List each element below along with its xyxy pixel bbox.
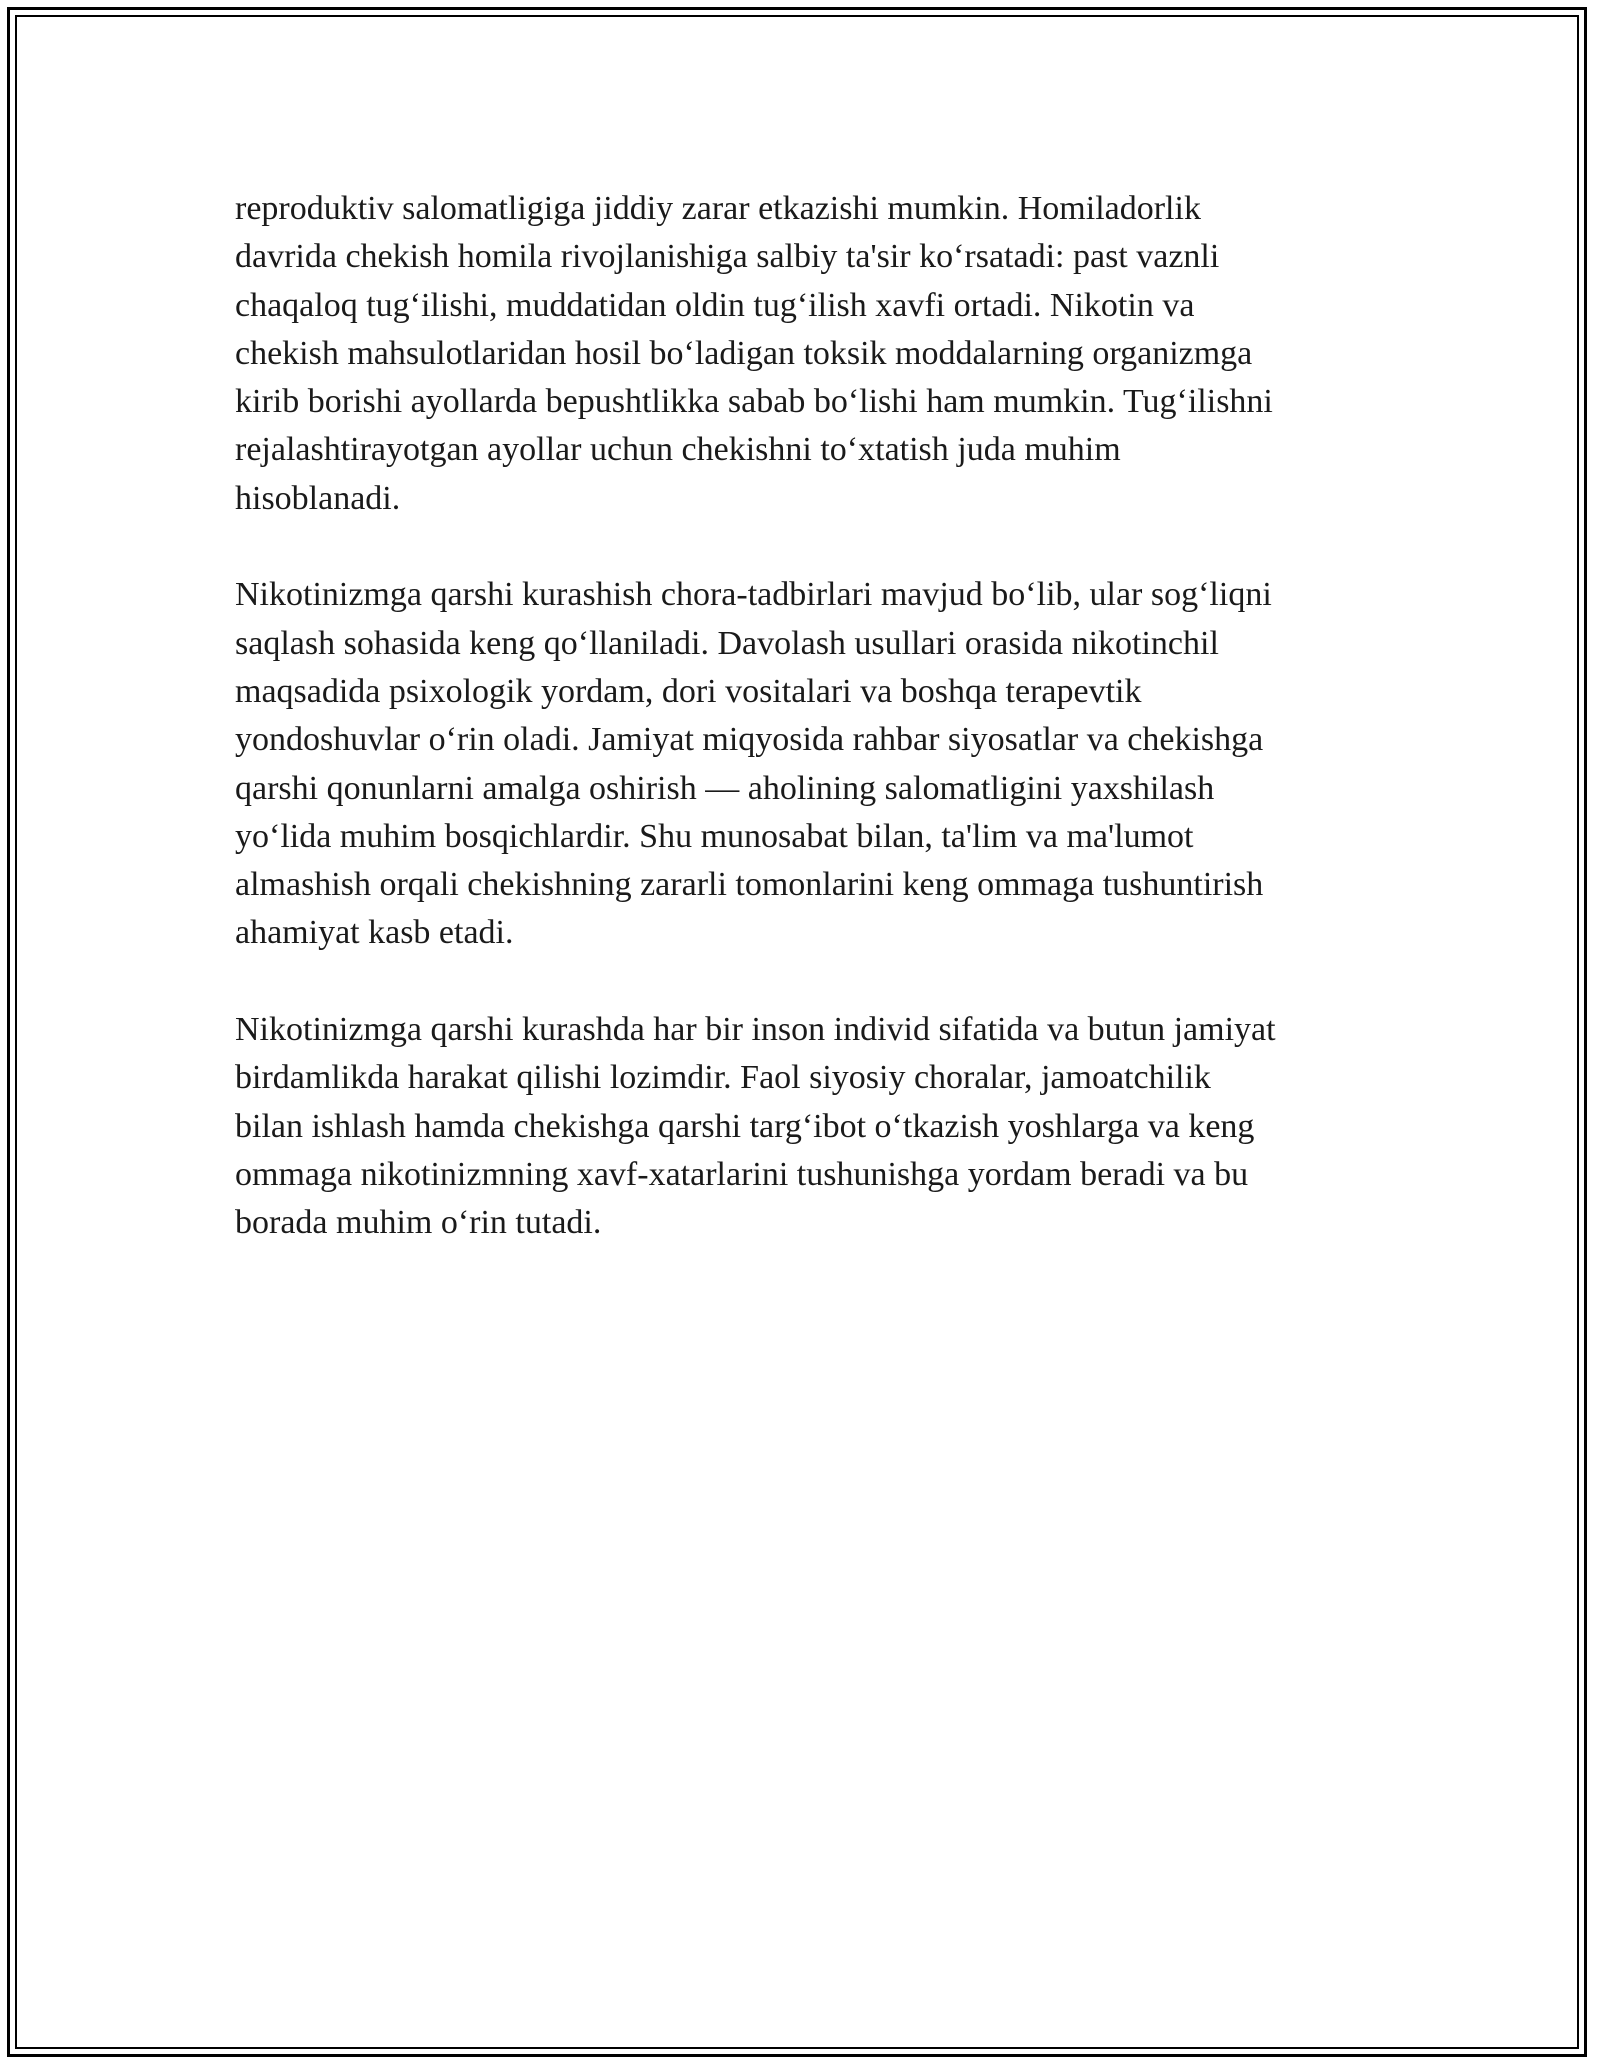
text-line: kirib borishi ayollarda bepushtlikka sabab bo‘lishi ham mumkin. Tug‘ilishni	[235, 383, 1273, 421]
text-line: rejalashtirayotgan ayollar uchun chekishni to‘xtatish juda muhim	[235, 431, 1121, 469]
paragraph-3	[235, 1006, 1365, 1247]
text-line: saqlash sohasida keng qo‘llaniladi. Davolash usullari orasida nikotinchil	[235, 624, 1219, 662]
text-line: birdamlikda harakat qilishi lozimdir. Faol siyosiy choralar, jamoatchilik	[235, 1059, 1211, 1097]
text-line: yo‘lida muhim bosqichlardir. Shu munosabat bilan, ta'lim va ma'lumot	[235, 817, 1194, 855]
text-line: chaqaloq tug‘ilishi, muddatidan oldin tug‘ilish xavfi ortadi. Nikotin va	[235, 286, 1195, 324]
text-line: Nikotinizmga qarshi kurashish chora-tadbirlari mavjud bo‘lib, ular sog‘liqni	[235, 576, 1272, 614]
document-body	[235, 185, 1365, 1296]
text-line: borada muhim o‘rin tutadi.	[235, 1204, 602, 1242]
paragraph-1	[235, 185, 1365, 523]
paragraph-2	[235, 571, 1365, 957]
text-line: ommaga nikotinizmning xavf-xatarlarini tushunishga yordam beradi va bu	[235, 1155, 1249, 1193]
text-line: maqsadida psixologik yordam, dori vositalari va boshqa terapevtik	[235, 672, 1142, 710]
text-line: reproduktiv salomatligiga jiddiy zarar etkazishi mumkin. Homiladorlik	[235, 190, 1201, 227]
text-line: qarshi qonunlarni amalga oshirish — aholining salomatligini yaxshilash	[235, 769, 1215, 807]
text-line: yondoshuvlar o‘rin oladi. Jamiyat miqyosida rahbar siyosatlar va chekishga	[235, 721, 1264, 759]
text-line: almashish orqali chekishning zararli tomonlarini keng ommaga tushuntirish	[235, 866, 1264, 904]
text-line: chekish mahsulotlaridan hosil bo‘ladigan toksik moddalarning organizmga	[235, 334, 1253, 372]
text-line: hisoblanadi.	[235, 479, 401, 517]
text-line: Nikotinizmga qarshi kurashda har bir inson individ sifatida va butun jamiyat	[235, 1011, 1276, 1049]
text-line: davrida chekish homila rivojlanishiga salbiy ta'sir ko‘rsatadi: past vaznli	[235, 238, 1220, 276]
text-line: bilan ishlash hamda chekishga qarshi targ‘ibot o‘tkazish yoshlarga va keng	[235, 1107, 1255, 1145]
text-line: ahamiyat kasb etadi.	[235, 914, 514, 952]
